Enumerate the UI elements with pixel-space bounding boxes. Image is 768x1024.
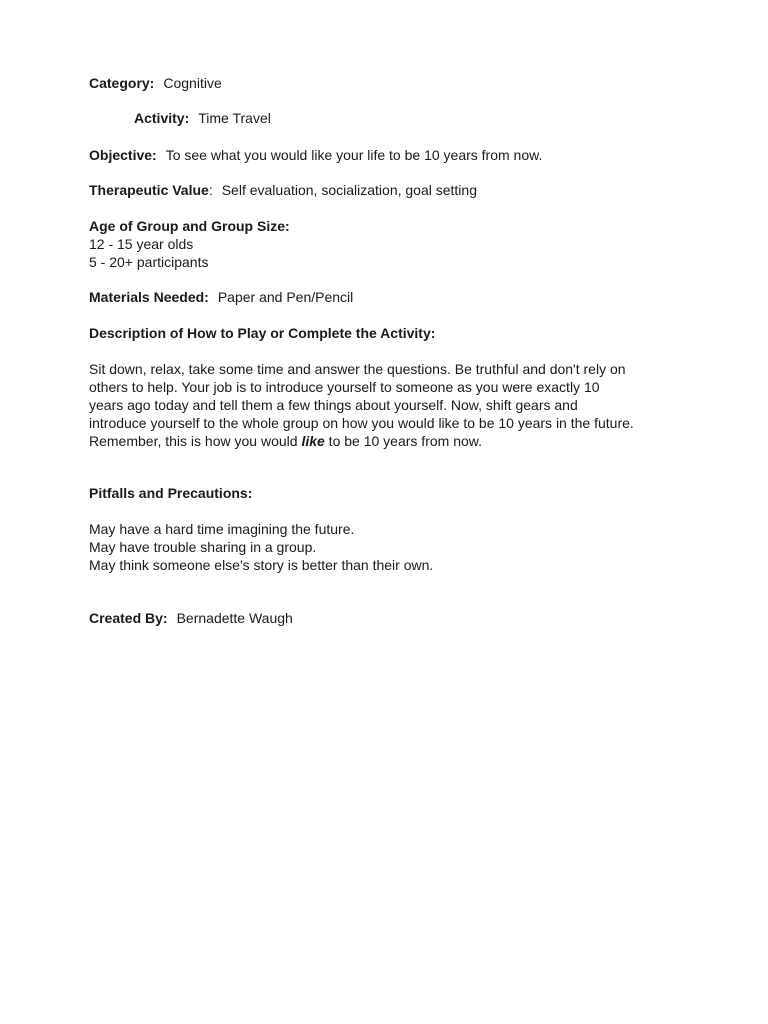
pitfalls-list xyxy=(89,520,433,574)
age-group-line: 12 - 15 year olds xyxy=(89,236,194,252)
activity-label: Activity: xyxy=(134,110,190,126)
age-group-heading: Age of Group and Group Size: xyxy=(89,218,290,234)
activity-value: Time Travel xyxy=(198,110,271,126)
therapeutic-value-colon: : xyxy=(208,182,213,198)
materials-value: Paper and Pen/Pencil xyxy=(217,289,354,305)
pitfall-item: May have a hard time imagining the future. xyxy=(89,521,355,537)
therapeutic-value-label: Therapeutic Value xyxy=(89,182,209,198)
description-line: years ago today and tell them a few things about yourself. Now, shift gears and xyxy=(89,397,578,413)
created-by-row xyxy=(89,609,293,627)
objective-label: Objective: xyxy=(89,147,157,163)
description-emphasis: like xyxy=(301,433,325,449)
category-label: Category: xyxy=(89,75,155,91)
description-paragraph xyxy=(89,360,634,450)
category-row xyxy=(89,74,222,92)
objective-value: To see what you would like your life to be 10 years from now. xyxy=(165,147,543,163)
objective-row xyxy=(89,146,542,164)
materials-label: Materials Needed: xyxy=(89,289,209,305)
therapeutic-value-text: Self evaluation, socialization, goal setting xyxy=(221,182,477,198)
age-group-section xyxy=(89,217,290,271)
activity-row xyxy=(89,109,271,127)
description-line: introduce yourself to the whole group on how you would like to be 10 years in the future. xyxy=(89,415,634,431)
therapeutic-value-row xyxy=(89,181,477,199)
description-last-before: Remember, this is how you would xyxy=(89,433,302,449)
materials-row xyxy=(89,288,353,306)
pitfall-item: May have trouble sharing in a group. xyxy=(89,539,317,555)
age-group-line: 5 - 20+ participants xyxy=(89,254,209,270)
pitfalls-heading: Pitfalls and Precautions: xyxy=(89,485,253,501)
description-last-line xyxy=(89,432,634,450)
description-heading: Description of How to Play or Complete the Activity: xyxy=(89,325,436,341)
created-by-label: Created By: xyxy=(89,610,168,626)
created-by-value: Bernadette Waugh xyxy=(176,610,293,626)
description-line: others to help. Your job is to introduce yourself to someone as you were exactly 10 xyxy=(89,379,600,395)
description-line: Sit down, relax, take some time and answer the questions. Be truthful and don't rely on xyxy=(89,361,626,377)
category-value: Cognitive xyxy=(163,75,222,91)
pitfall-item: May think someone else's story is better than their own. xyxy=(89,557,434,573)
description-last-after: to be 10 years from now. xyxy=(324,433,482,449)
